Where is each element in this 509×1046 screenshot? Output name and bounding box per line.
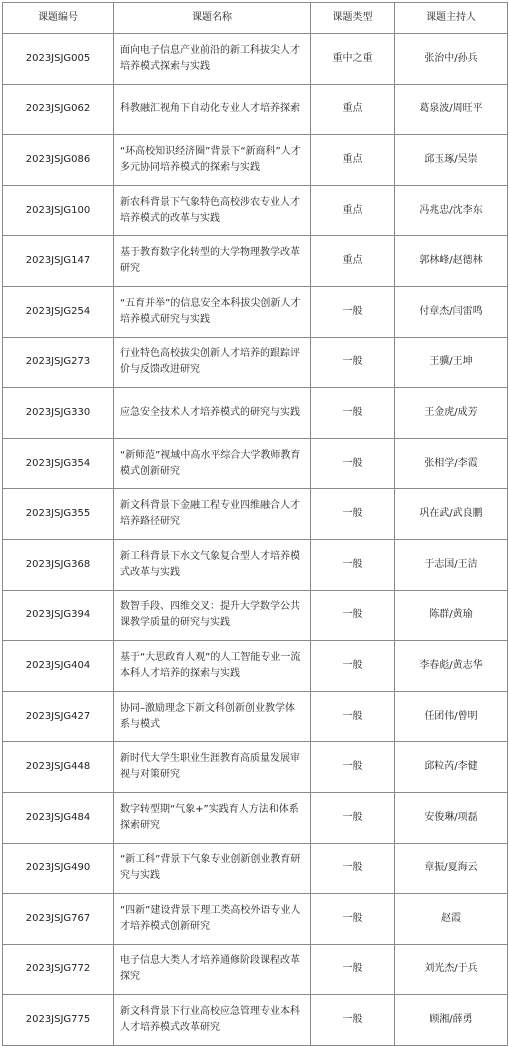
cell-type: 重中之重 [311,34,395,85]
cell-name: 应急安全技术人才培养模式的研究与实践 [114,388,311,439]
table-body [3,34,508,1046]
cell-code: 2023JSJG448 [3,742,114,793]
cell-name: 基于“大思政育人观”的人工智能专业一流本科人才培养的探索与实践 [114,641,311,692]
cell-code: 2023JSJG427 [3,691,114,742]
table-row [3,742,508,793]
cell-host: 陈群/黄瑜 [395,590,508,641]
table-row [3,489,508,540]
cell-type: 重点 [311,135,395,186]
cell-host: 冯兆忠/沈李东 [395,185,508,236]
cell-code: 2023JSJG772 [3,944,114,995]
cell-name: 科教融汇视角下自动化专业人才培养探索 [114,84,311,135]
cell-name: 数字转型期“气象+”实践育人方法和体系探索研究 [114,792,311,843]
cell-type: 一般 [311,792,395,843]
cell-type: 一般 [311,590,395,641]
table-row [3,438,508,489]
cell-name: 数智手段、四维交叉：提升大学数学公共课教学质量的研究与实践 [114,590,311,641]
cell-host: 王骥/王坤 [395,337,508,388]
cell-code: 2023JSJG330 [3,388,114,439]
table-row [3,894,508,945]
header-code: 课题编号 [3,3,114,34]
cell-name: 新文科背景下金融工程专业四维融合人才培养路径研究 [114,489,311,540]
table-row [3,34,508,85]
cell-code: 2023JSJG147 [3,236,114,287]
cell-host: 王金虎/成芳 [395,388,508,439]
cell-host: 章振/夏海云 [395,843,508,894]
cell-host: 付章杰/闫雷鸣 [395,286,508,337]
cell-type: 一般 [311,742,395,793]
table-row [3,590,508,641]
cell-name: 面向电子信息产业前沿的新工科拔尖人才培养模式探索与实践 [114,34,311,85]
table-row [3,995,508,1046]
cell-host: 张相学/李霞 [395,438,508,489]
cell-code: 2023JSJG490 [3,843,114,894]
cell-code: 2023JSJG775 [3,995,114,1046]
table-row [3,286,508,337]
table-row [3,236,508,287]
cell-code: 2023JSJG273 [3,337,114,388]
cell-name: 新工科背景下水文气象复合型人才培养模式改革与实践 [114,539,311,590]
cell-type: 重点 [311,236,395,287]
cell-name: “五育并举”的信息安全本科拔尖创新人才培养模式研究与实践 [114,286,311,337]
cell-name: 新时代大学生职业生涯教育高质量发展审视与对策研究 [114,742,311,793]
cell-code: 2023JSJG005 [3,34,114,85]
header-name: 课题名称 [114,3,311,34]
cell-code: 2023JSJG404 [3,641,114,692]
table-row [3,691,508,742]
cell-host: 顾湘/薛勇 [395,995,508,1046]
cell-type: 一般 [311,539,395,590]
cell-name: “环高校知识经济圈”背景下“新商科”人才多元协同培养模式的探索与实践 [114,135,311,186]
cell-host: 张治中/孙兵 [395,34,508,85]
table-row [3,944,508,995]
cell-type: 一般 [311,944,395,995]
cell-type: 一般 [311,489,395,540]
cell-code: 2023JSJG254 [3,286,114,337]
cell-host: 安俊琳/项磊 [395,792,508,843]
cell-code: 2023JSJG355 [3,489,114,540]
cell-type: 一般 [311,894,395,945]
cell-name: 行业特色高校拔尖创新人才培养的跟踪评价与反馈改进研究 [114,337,311,388]
project-table [2,2,508,1046]
cell-host: 郭林峰/赵德林 [395,236,508,287]
cell-code: 2023JSJG086 [3,135,114,186]
table-row [3,135,508,186]
cell-name: 新文科背景下行业高校应急管理专业本科人才培养模式改革研究 [114,995,311,1046]
cell-type: 一般 [311,337,395,388]
cell-host: 李春彪/黄志华 [395,641,508,692]
cell-type: 一般 [311,691,395,742]
table-row [3,84,508,135]
cell-code: 2023JSJG100 [3,185,114,236]
cell-host: 刘光杰/于兵 [395,944,508,995]
cell-name: 基于教育数字化转型的大学物理教学改革研究 [114,236,311,287]
cell-code: 2023JSJG394 [3,590,114,641]
cell-type: 重点 [311,185,395,236]
table-row [3,185,508,236]
cell-type: 一般 [311,438,395,489]
cell-host: 巩在武/武良鹏 [395,489,508,540]
table-row [3,792,508,843]
table-row [3,388,508,439]
header-type: 课题类型 [311,3,395,34]
table-row [3,641,508,692]
header-row [3,3,508,34]
cell-code: 2023JSJG767 [3,894,114,945]
cell-host: 于志国/王洁 [395,539,508,590]
cell-host: 邱玉琢/吴崇 [395,135,508,186]
table-row [3,843,508,894]
cell-host: 邱粒芮/李健 [395,742,508,793]
cell-name: 电子信息大类人才培养通修阶段课程改革探究 [114,944,311,995]
cell-name: “新师范”视域中高水平综合大学教师教育模式创新研究 [114,438,311,489]
cell-host: 任团伟/曾明 [395,691,508,742]
cell-name: “四新”建设背景下理工类高校外语专业人才培养模式创新研究 [114,894,311,945]
cell-name: 新农科背景下气象特色高校涉农专业人才培养模式的改革与实践 [114,185,311,236]
table-row [3,539,508,590]
table-row [3,337,508,388]
cell-name: “新工科”背景下气象专业创新创业教育研究与实践 [114,843,311,894]
cell-host: 赵霞 [395,894,508,945]
cell-code: 2023JSJG354 [3,438,114,489]
header-host: 课题主持人 [395,3,508,34]
cell-type: 一般 [311,286,395,337]
cell-type: 重点 [311,84,395,135]
cell-host: 葛泉波/周旺平 [395,84,508,135]
cell-type: 一般 [311,843,395,894]
cell-code: 2023JSJG062 [3,84,114,135]
cell-code: 2023JSJG368 [3,539,114,590]
cell-type: 一般 [311,995,395,1046]
cell-name: 协同–激励理念下新文科创新创业教学体系与模式 [114,691,311,742]
cell-type: 一般 [311,388,395,439]
cell-code: 2023JSJG484 [3,792,114,843]
cell-type: 一般 [311,641,395,692]
